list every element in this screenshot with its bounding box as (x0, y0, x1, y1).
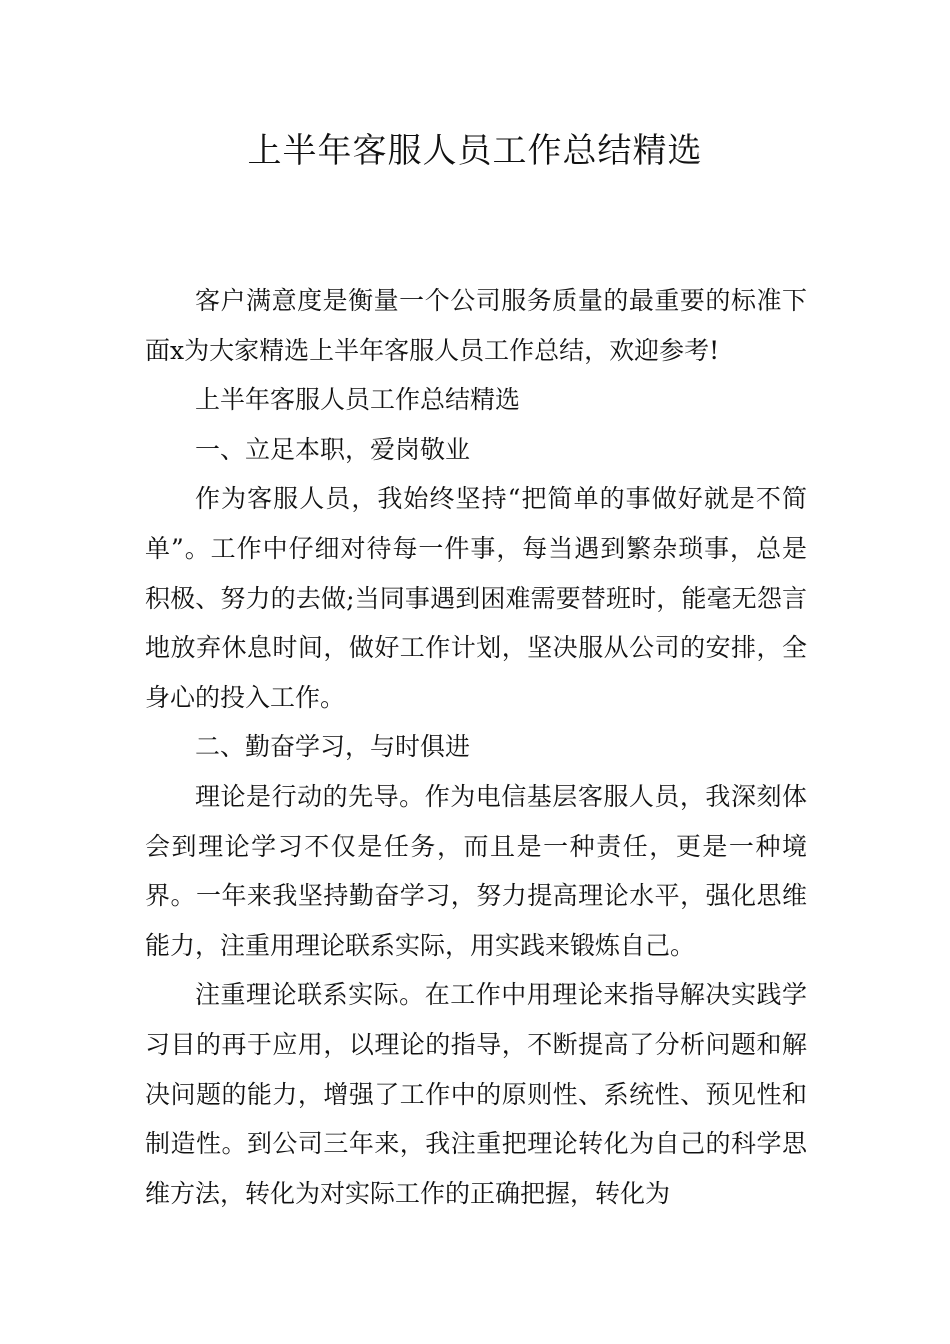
paragraph-subtitle: 上半年客服人员工作总结精选 (195, 385, 521, 415)
document-body (145, 276, 807, 1218)
paragraph-intro: 客户满意度是衡量一个公司服务质量的最重要的标准下面x为大家精选上半年客服人员工作总结，欢迎参考! (145, 286, 807, 365)
paragraph-section-2a: 理论是行动的先导。作为电信基层客服人员，我深刻体会到理论学习不仅是任务，而且是一种责任，更是一种境界。一年来我坚持勤奋学习，努力提高理论水平，强化思维能力，注重用理论联系实际，用实践来锻炼自己。 (145, 781, 807, 960)
section-heading-1: 一、立足本职，爱岗敬业 (195, 434, 471, 464)
paragraph-section-1: 作为客服人员，我始终坚持“把简单的事做好就是不简单”。工作中仔细对待每一件事，每当遇到繁杂琐事，总是积极、努力的去做;当同事遇到困难需要替班时，能毫无怨言地放弃休息时间，做好工作计划，坚决服从公司的安排，全身心的投入工作。 (145, 484, 807, 712)
document-title: 上半年客服人员工作总结精选 (247, 131, 703, 171)
section-heading-2: 二、勤奋学习，与时俱进 (195, 732, 471, 762)
paragraph-section-2b: 注重理论联系实际。在工作中用理论来指导解决实践学习目的再于应用，以理论的指导，不断提高了分析问题和解决问题的能力，增强了工作中的原则性、系统性、预见性和制造性。到公司三年来，我注重把理论转化为自己的科学思维方法，转化为对实际工作的正确把握，转化为 (145, 980, 807, 1208)
